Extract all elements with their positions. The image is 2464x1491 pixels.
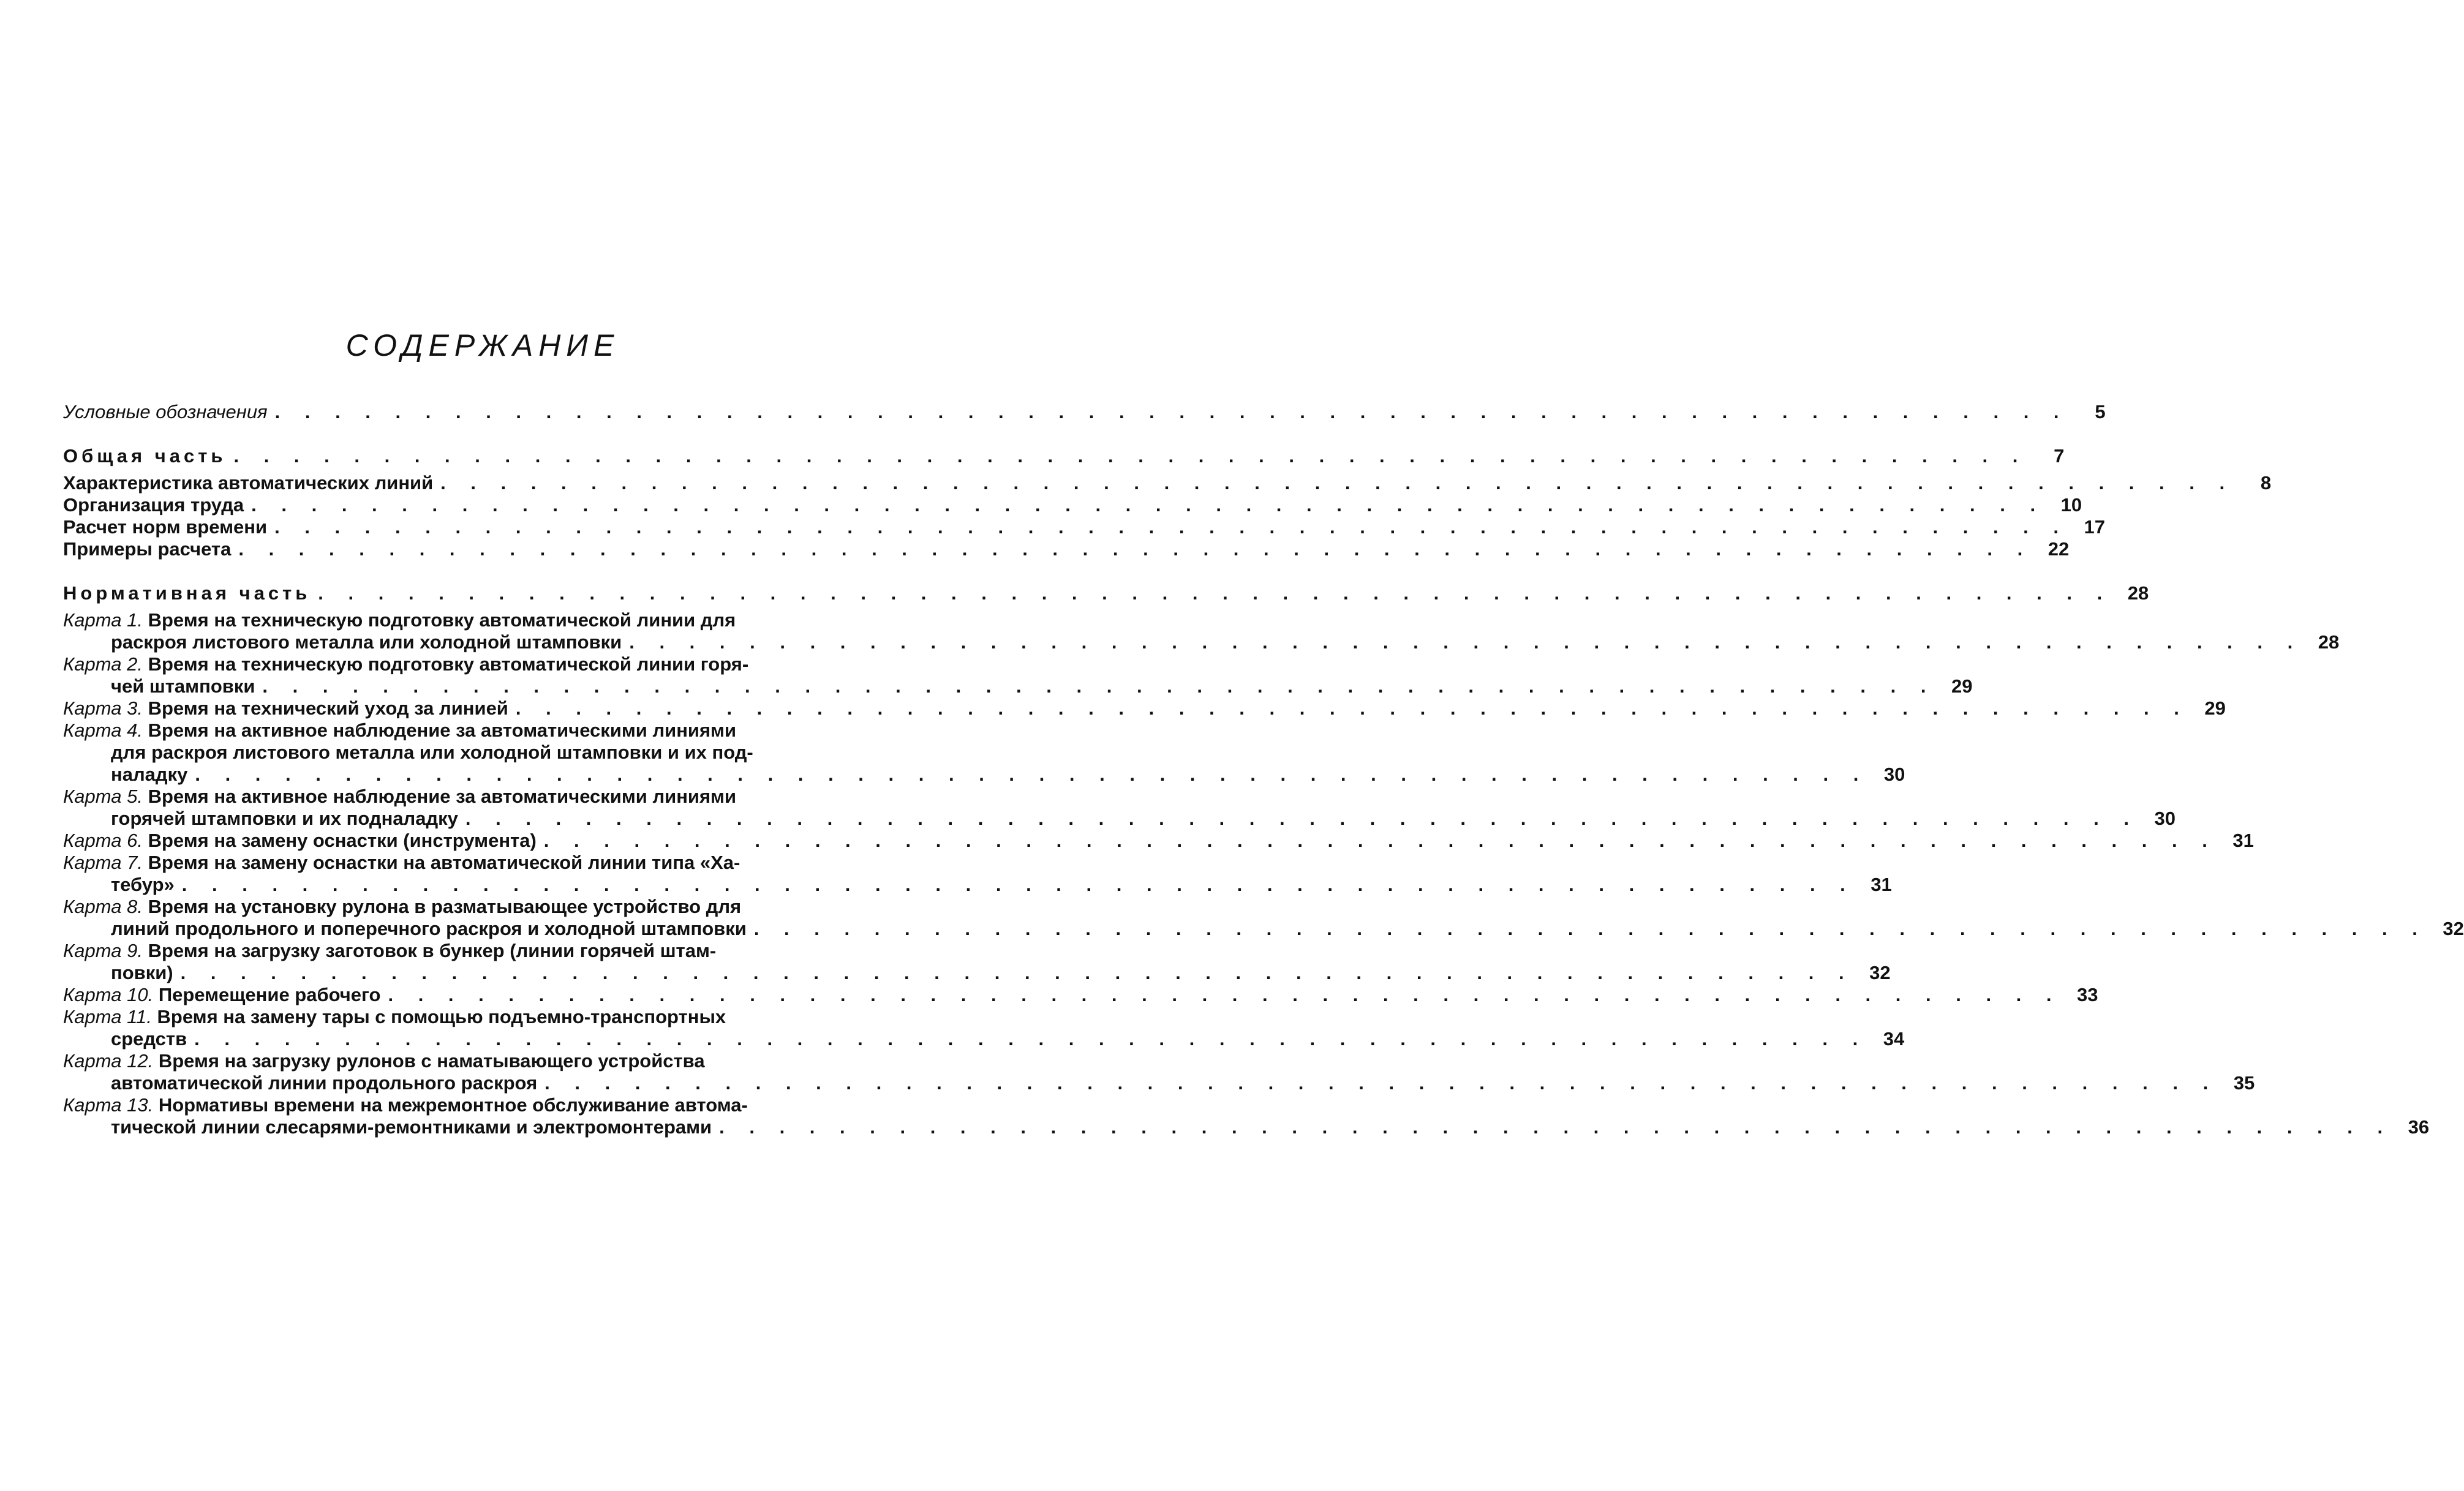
card-entry-line [63, 631, 2302, 653]
card-entry-line [63, 609, 2302, 631]
toc-page-number: 29 [1951, 675, 1973, 697]
card-entry-line [63, 653, 1935, 675]
card-entry-body [63, 1050, 2218, 1094]
card-entry-line [63, 1116, 2392, 1138]
card-entry-text: наладку [111, 764, 188, 785]
toc-page-number: 32 [1869, 962, 1891, 983]
card-entry-line [63, 675, 1935, 697]
card-entry-line [63, 1006, 1867, 1028]
card-number: Карта 6. [63, 830, 143, 851]
card-entry-body [63, 830, 2217, 852]
leader-dots [712, 1116, 2392, 1138]
card-entry-text: Время на активное наблюдение за автоматическими линиями [148, 786, 737, 807]
card-number: Карта 12. [63, 1050, 154, 1072]
leader-dots [747, 918, 2427, 940]
card-entry-body [63, 984, 2062, 1006]
card-entry-text: Время на загрузку рулонов с наматывающего устройства [158, 1050, 705, 1072]
toc-page-number: 36 [2408, 1116, 2430, 1138]
card-entry-body [63, 719, 1868, 786]
card-number: Карта 8. [63, 896, 143, 917]
toc-section-general[interactable] [63, 445, 2065, 467]
card-entry-text: средств [111, 1028, 187, 1050]
toc-entry-examples[interactable] [63, 538, 2070, 560]
card-entry-body [63, 1006, 1867, 1050]
toc-entry-card[interactable] [63, 896, 2464, 940]
leader-dots [537, 830, 2217, 852]
card-number: Карта 3. [63, 697, 143, 719]
card-entry-text: Перемещение рабочего [158, 984, 381, 1005]
toc-entry-card[interactable] [63, 1094, 2430, 1138]
toc-entry-card[interactable] [63, 697, 2226, 719]
leader-dots [175, 874, 1855, 896]
toc-entry-conventions[interactable] [63, 401, 2106, 423]
toc-page-number: 17 [2084, 516, 2106, 538]
leader-dots [255, 675, 1935, 697]
card-entry-line [63, 830, 2217, 852]
card-entry-text: автоматической линии продольного раскроя [111, 1072, 538, 1094]
leader-dots [244, 494, 2045, 516]
card-entry-line [63, 764, 1868, 786]
toc-entry-card[interactable] [63, 830, 2254, 852]
card-entry-text: для раскроя листового металла или холодной штамповки и их под- [111, 742, 753, 763]
toc-entry-card[interactable] [63, 786, 2176, 830]
toc-entry-characteristics[interactable] [63, 472, 2272, 494]
card-entry-text: Время на замену тары с помощью подъемно-транспортных [157, 1006, 726, 1027]
card-entry-text: Время на технический уход за линией [148, 697, 508, 719]
card-number: Карта 4. [63, 719, 143, 741]
card-entry-body [63, 786, 2139, 830]
toc-entry-card[interactable] [63, 719, 1905, 786]
toc-page-number: 32 [2443, 918, 2464, 939]
toc-entry-card[interactable] [63, 1050, 2255, 1094]
section-heading: Общая часть [63, 445, 227, 467]
card-entry-line [63, 742, 1868, 764]
toc-page-number: 31 [1871, 874, 1892, 895]
toc-entry-card[interactable] [63, 940, 1891, 984]
toc-page-number: 33 [2077, 984, 2098, 1005]
toc-section-normative[interactable] [63, 582, 2149, 604]
toc-entry-label: Организация труда [63, 494, 244, 516]
card-entry-body [63, 697, 2189, 719]
toc-page-number: 29 [2204, 697, 2226, 719]
card-number: Карта 7. [63, 852, 143, 873]
toc-entry-label: Условные обозначения [63, 401, 268, 423]
leader-dots [267, 516, 2068, 538]
card-entry-line [63, 1028, 1867, 1050]
leader-dots [268, 401, 2069, 423]
toc-page-number: 22 [2048, 538, 2070, 560]
card-number: Карта 1. [63, 609, 143, 631]
toc-page-number: 8 [2260, 472, 2272, 494]
card-entry-line [63, 808, 2139, 830]
card-entry-text: Время на техническую подготовку автоматической линии горя- [148, 653, 749, 675]
section-heading: Нормативная часть [63, 582, 311, 604]
card-entry-text: чей штамповки [111, 675, 255, 697]
toc-page-number: 10 [2060, 494, 2082, 516]
table-of-contents [63, 401, 2464, 1138]
card-entry-text: Время на замену оснастки (инструмента) [148, 830, 537, 851]
toc-entry-card[interactable] [63, 1006, 1905, 1050]
leader-dots [187, 764, 1868, 786]
toc-entry-card[interactable] [63, 653, 1973, 697]
toc-entry-norm-calculation[interactable] [63, 516, 2106, 538]
card-entry-text: Время на загрузку заготовок в бункер (линии горячей штам- [148, 940, 717, 961]
toc-entry-label: Примеры расчета [63, 538, 232, 560]
toc-entry-card[interactable] [63, 984, 2098, 1006]
page-title: СОДЕРЖАНИЕ [345, 328, 620, 362]
card-number: Карта 11. [63, 1006, 152, 1027]
card-entry-text: повки) [111, 962, 173, 983]
leader-dots [537, 1072, 2218, 1094]
card-entry-text: тической линии слесарями-ремонтниками и электромонтерами [111, 1116, 712, 1138]
card-number: Карта 13. [63, 1094, 154, 1116]
card-entry-body [63, 653, 1935, 697]
toc-page-number: 34 [1883, 1028, 1905, 1050]
toc-entry-card[interactable] [63, 609, 2340, 653]
card-entry-text: Нормативы времени на межремонтное обслуживание автома- [158, 1094, 748, 1116]
card-entry-text: Время на активное наблюдение за автоматическими линиями [148, 719, 737, 741]
card-entry-line [63, 786, 2139, 808]
toc-page-number: 31 [2232, 830, 2254, 851]
leader-dots [173, 962, 1854, 984]
card-entry-line [63, 1050, 2218, 1072]
card-list [63, 609, 2464, 1138]
card-number: Карта 5. [63, 786, 143, 807]
card-entry-line [63, 874, 1855, 896]
toc-entry-label: Характеристика автоматических линий [63, 472, 434, 494]
card-entry-line [63, 940, 1854, 962]
toc-page-number: 30 [1883, 764, 1905, 785]
card-entry-line [63, 852, 1855, 874]
card-entry-body [63, 896, 2427, 940]
card-entry-text: Время на установку рулона в разматывающее устройство для [148, 896, 742, 917]
card-entry-text: раскроя листового металла или холодной штамповки [111, 631, 622, 653]
card-entry-body [63, 940, 1854, 984]
toc-entry-card[interactable] [63, 852, 1892, 896]
card-entry-text: горячей штамповки и их подналадку [111, 808, 458, 829]
toc-page-number: 28 [2127, 582, 2149, 604]
card-entry-text: Время на замену оснастки на автоматической линии типа «Ха- [148, 852, 740, 873]
toc-page-number: 28 [2318, 631, 2340, 653]
card-entry-line [63, 1072, 2218, 1094]
leader-dots [508, 697, 2189, 719]
leader-dots [622, 631, 2302, 653]
card-number: Карта 9. [63, 940, 143, 961]
card-entry-line [63, 1094, 2392, 1116]
toc-entry-labor-organization[interactable] [63, 494, 2082, 516]
leader-dots [380, 984, 2061, 1006]
card-number: Карта 10. [63, 984, 154, 1005]
toc-page-number: 7 [2054, 445, 2065, 467]
card-number: Карта 2. [63, 653, 143, 675]
leader-dots [458, 808, 2139, 830]
leader-dots [231, 538, 2032, 560]
card-entry-body [63, 852, 1855, 896]
toc-page-number: 35 [2233, 1072, 2255, 1094]
card-entry-line [63, 719, 1868, 742]
leader-dots [226, 445, 2027, 467]
card-entry-body [63, 609, 2302, 653]
card-entry-body [63, 1094, 2392, 1138]
card-entry-line [63, 697, 2189, 719]
leader-dots [433, 472, 2234, 494]
toc-page-number: 30 [2154, 808, 2176, 829]
card-entry-text: Время на техническую подготовку автоматической линии для [148, 609, 736, 631]
leader-dots [311, 582, 2112, 604]
toc-entry-label: Расчет норм времени [63, 516, 268, 538]
card-entry-line [63, 896, 2427, 918]
toc-page-number: 5 [2095, 401, 2106, 423]
card-entry-line [63, 918, 2427, 940]
card-entry-text: линий продольного и поперечного раскроя и холодной штамповки [111, 918, 747, 939]
leader-dots [187, 1028, 1867, 1050]
card-entry-line [63, 962, 1854, 984]
card-entry-line [63, 984, 2062, 1006]
card-entry-text: тебур» [111, 874, 175, 895]
